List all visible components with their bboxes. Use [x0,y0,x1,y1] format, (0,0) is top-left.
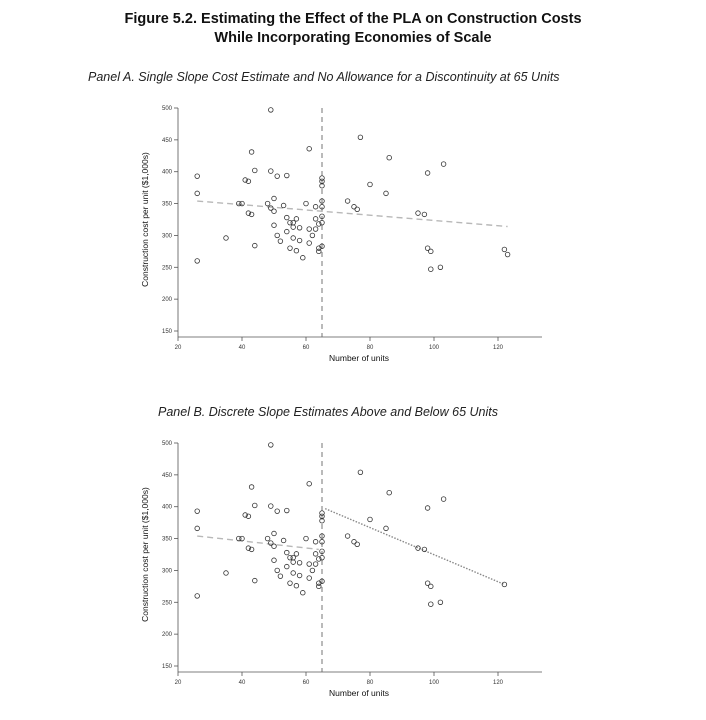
panel-a-data-point [272,209,277,214]
panel-a-data-point [195,259,200,264]
panel-a-x-tick-label: 40 [238,345,246,351]
panel-b-data-point [291,560,296,565]
panel-b-data-point [275,568,280,573]
panel-b-data-point [195,526,200,531]
panel-b-data-point [301,590,306,595]
panel-a-data-point [288,246,293,251]
panel-a-data-point [272,196,277,201]
panel-a-y-tick-label: 450 [161,137,172,144]
panel-b-data-point [195,509,200,514]
panel-a-data-point [352,204,357,209]
panel-b-data-point [285,564,290,569]
panel-b-y-tick-label: 150 [161,664,172,670]
panel-b-data-point [240,536,245,541]
panel-b-data-point [294,552,299,557]
panel-a-y-axis-label: Construction cost per unit ($1,000s) [140,152,150,287]
panel-b-x-tick-label: 40 [238,680,246,686]
panel-b-data-point [425,506,430,511]
panel-b-data-point [307,562,312,567]
figure-title-line-2: While Incorporating Economies of Scale [214,30,492,46]
panel-b-data-point [438,600,443,605]
panel-a-data-point [345,199,350,204]
panel-a-data-point [265,201,270,206]
panel-b-fit-line-2 [325,509,504,585]
panel-b-data-point [294,583,299,588]
panel-b-data-point [249,485,254,490]
panel-a-data-point [224,236,229,241]
panel-b-y-tick-label: 400 [161,504,172,511]
panel-b-data-point [285,550,290,555]
panel-b-data-point [278,574,283,579]
panel-b-data-point [272,544,277,549]
panel-b-data-point [269,443,274,448]
panel-a-data-point [438,265,443,270]
panel-b-data-point [313,539,318,544]
panel-a-data-point [269,169,274,174]
panel-a-data-point [384,191,389,196]
panel-b-x-tick-label: 80 [366,680,374,686]
panel-a-data-point [416,211,421,216]
figure-title-line-1: Figure 5.2. Estimating the Effect of the PLA on Construction Costs [124,11,582,27]
panel-b-data-point [441,497,446,502]
panel-a-data-point [505,252,510,257]
panel-a-data-point [291,225,296,230]
panel-b-data-point [275,509,280,514]
panel-b-data-point [281,538,286,543]
panel-b-data-point [272,558,277,563]
panel-a-y-tick-label: 150 [161,329,172,335]
panel-a-y-tick-label: 300 [161,233,172,240]
panel-a-x-axis-label: Number of units [329,353,389,363]
panel-a-data-point [310,233,315,238]
panel-b-data-point [387,490,392,495]
panel-a-y-tick-label: 500 [161,106,172,112]
panel-a-x-tick-label: 100 [428,345,440,351]
panel-b-x-tick-label: 120 [492,680,504,686]
panel-a-y-tick-label: 200 [161,297,172,304]
panel-b-y-tick-label: 200 [161,632,172,639]
panel-b-data-point [352,539,357,544]
panel-a-data-point [249,150,254,155]
panel-b-data-point [429,602,434,607]
panel-b-x-tick-label: 100 [428,680,440,686]
panel-b-y-tick-label: 350 [161,536,172,543]
panel-b-y-tick-label: 500 [161,441,172,447]
panel-b-data-point [313,562,318,567]
panel-b-data-point [307,576,312,581]
panel-a-data-point [301,255,306,260]
panel-a-data-point [285,229,290,234]
panel-b-data-point [358,470,363,475]
panel-b-data-point [285,508,290,513]
panel-b-data-point [304,536,309,541]
panel-b-data-point [291,571,296,576]
panel-a-data-point [422,212,427,217]
panel-b-y-tick-label: 250 [161,600,172,607]
panel-a-data-point [441,162,446,167]
panel-b-title: Panel B. Discrete Slope Estimates Above and Below 65 Units [158,405,498,419]
panel-b-data-point [297,573,302,578]
panel-a-data-point [278,239,283,244]
panel-b-data-point [345,534,350,539]
panel-b-data-point [297,560,302,565]
panel-b-data-point [310,568,315,573]
panel-a-data-point [297,225,302,230]
panel-a-data-point [358,135,363,140]
panel-a-data-point [313,204,318,209]
panel-b-data-point [368,517,373,522]
panel-a-data-point [285,173,290,178]
panel-a-title: Panel A. Single Slope Cost Estimate and No Allowance for a Discontinuity at 65 Units [88,70,560,84]
panel-b-y-tick-label: 300 [161,568,172,575]
panel-b-data-point [291,555,296,560]
panel-b-data-point [307,481,312,486]
panel-a-data-point [368,182,373,187]
panel-b-data-point [384,526,389,531]
panel-b-data-point [288,581,293,586]
panel-a-data-point [355,207,360,212]
panel-a-data-point [387,155,392,160]
panel-a-data-point [272,223,277,228]
panel-a-x-tick-label: 20 [174,345,182,351]
panel-b-data-point [355,542,360,547]
panel-b-data-point [253,503,258,508]
panel-b-chart [0,430,706,715]
panel-b-data-point [224,571,229,576]
panel-a-data-point [317,249,322,254]
panel-b-data-point [265,536,270,541]
panel-a-data-point [429,249,434,254]
panel-b-data-point [272,531,277,536]
panel-b-data-point [429,584,434,589]
panel-b-y-tick-label: 450 [161,472,172,479]
panel-b-data-point [253,578,258,583]
panel-a-data-point [313,227,318,232]
panel-a-x-tick-label: 60 [302,345,310,351]
panel-a-data-point [307,227,312,232]
panel-a-chart [0,95,706,375]
panel-b-data-point [195,594,200,599]
panel-b-x-tick-label: 20 [174,680,182,686]
panel-a-data-point [291,236,296,241]
panel-a-data-point [307,146,312,151]
panel-a-data-point [275,174,280,179]
panel-a-data-point [291,220,296,225]
panel-a-x-tick-label: 80 [366,345,374,351]
panel-a-data-point [281,203,286,208]
panel-a-data-point [285,215,290,220]
panel-a-data-point [269,108,274,113]
panel-b-data-point [313,552,318,557]
panel-a-data-point [307,241,312,246]
panel-b-y-axis-label: Construction cost per unit ($1,000s) [140,487,150,622]
panel-a-data-point [294,248,299,253]
panel-a-data-point [502,247,507,252]
panel-b-fit-line-1 [197,536,319,549]
panel-a-data-point [195,191,200,196]
panel-a-data-point [304,201,309,206]
panel-b-x-axis-label: Number of units [329,688,389,698]
panel-b-data-point [269,504,274,509]
panel-a-x-tick-label: 120 [492,345,504,351]
panel-b-data-point [317,584,322,589]
panel-a-data-point [253,168,258,173]
panel-a-data-point [294,217,299,222]
panel-a-y-tick-label: 350 [161,201,172,208]
panel-a-data-point [425,171,430,176]
panel-a-data-point [313,217,318,222]
panel-b-x-tick-label: 60 [302,680,310,686]
panel-a-data-point [297,238,302,243]
panel-a-data-point [195,174,200,179]
panel-a-data-point [429,267,434,272]
panel-a-data-point [275,233,280,238]
panel-a-y-tick-label: 250 [161,265,172,272]
panel-a-data-point [253,243,258,248]
panel-a-y-tick-label: 400 [161,169,172,176]
